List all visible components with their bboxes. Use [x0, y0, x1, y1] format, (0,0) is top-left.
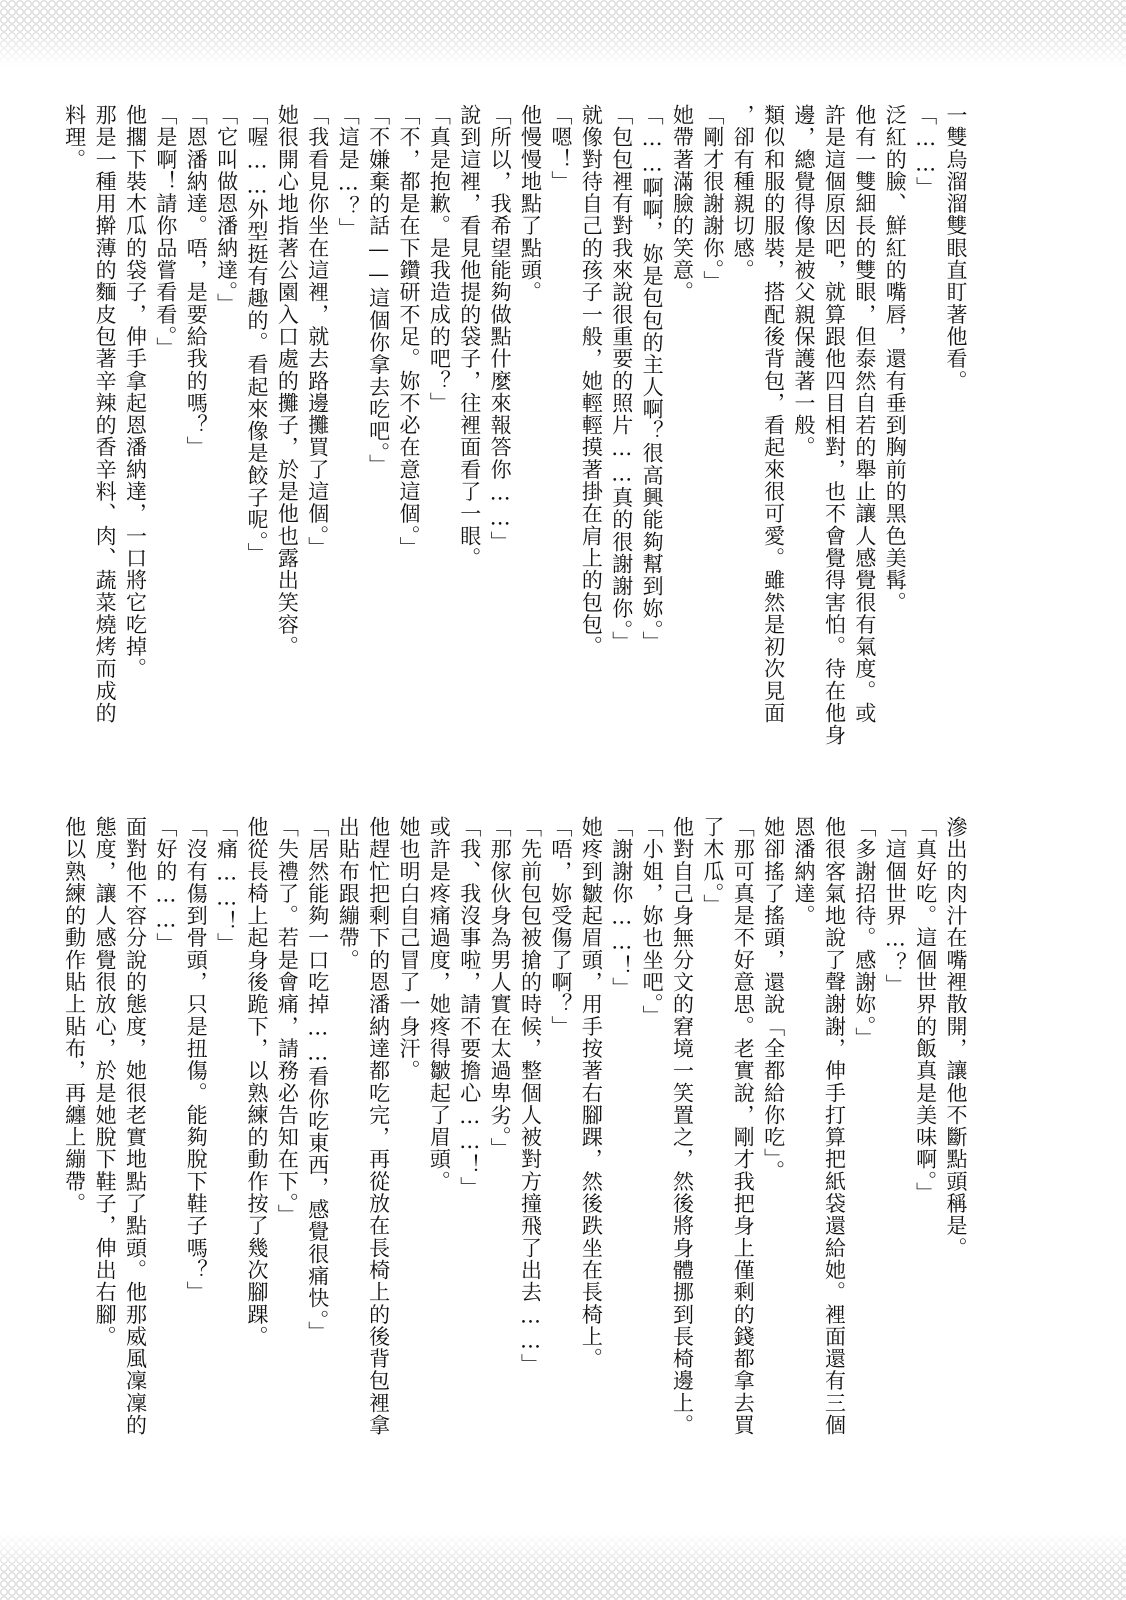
text-column: 「……啊啊，妳是包包的主人啊？很高興能夠幫到妳。」	[640, 104, 665, 654]
text-column: 「失禮了。若是會痛，請務必告知在下。」	[275, 816, 300, 1227]
text-column: 「那可真是不好意思。老實說，剛才我把身上僅剩的錢都拿去買	[731, 816, 756, 1437]
top-pattern-border	[0, 0, 1126, 68]
text-column: 「沒有傷到骨頭，只是扭傷。能夠脫下鞋子嗎？」	[184, 816, 209, 1304]
text-column: 滲出的肉汁在嘴裡散開，讓他不斷點頭稱是。	[944, 816, 968, 1259]
text-column: 他趕忙把剩下的恩潘納達都吃完，再從放在長椅上的後背包裡拿	[366, 816, 391, 1437]
text-column: 她疼到皺起眉頭，用手按著右腳踝，然後跌坐在長椅上。	[579, 816, 604, 1370]
text-column: 「小姐，妳也坐吧。」	[640, 816, 665, 1027]
text-column: 「謝謝你……！」	[609, 816, 634, 1000]
text-column: 「嗯！」	[548, 104, 573, 193]
text-column: 他有一雙細長的雙眼，但泰然自若的舉止讓人感覺很有氣度。或	[852, 104, 877, 725]
text-column: 許是這個原因吧，就算跟他四目相對，也不會覺得害怕。待在他身	[822, 104, 847, 747]
text-column: 「喔……外型挺有趣的。看起來像是餃子呢。」	[245, 104, 270, 565]
text-column: 「剛才很謝謝你。」	[700, 104, 725, 293]
text-column: 「那傢伙身為男人實在太過卑劣。」	[488, 816, 513, 1160]
text-column: 或許是疼痛過度，她疼得皺起了眉頭。	[427, 816, 452, 1193]
text-column: 說到這裡，看見他提的袋子，往裡面看了一眼。	[457, 104, 482, 570]
text-column: 「這個世界…？」	[883, 816, 908, 997]
lower-text-block	[62, 816, 968, 1496]
bottom-pattern-border	[0, 1532, 1126, 1600]
text-column: 「我、我沒事啦，請不要擔心……！」	[457, 816, 482, 1199]
text-column: 出貼布跟繃帶。	[336, 816, 361, 972]
text-column: 他從長椅上起身後跪下，以熟練的動作按了幾次腳踝。	[245, 816, 270, 1348]
text-column: 「不嫌棄的話——這個你拿去吃吧。」	[366, 104, 391, 477]
text-column: 就像對待自己的孩子一般，她輕輕摸著掛在肩上的包包。	[579, 104, 604, 658]
text-column: 她帶著滿臉的笑意。	[670, 104, 695, 304]
text-column: 她很開心地指著公園入口處的攤子，於是他也露出笑容。	[275, 104, 300, 658]
text-column: 他擱下裝木瓜的袋子，伸手拿起恩潘納達，一口將它吃掉。	[123, 104, 148, 680]
text-column: 「真是抱歉。是我造成的吧？」	[427, 104, 452, 415]
text-column: 「真好吃。這個世界的飯真是美味啊。」	[913, 816, 938, 1205]
text-column: 「……」	[913, 104, 938, 199]
text-column: 面對他不容分說的態度，她很老實地點了點頭。他那威風凜凜的	[123, 816, 148, 1437]
text-column: 他很客氣地說了聲謝謝，伸手打算把紙袋還給她。裡面還有三個	[822, 816, 847, 1437]
text-column: 泛紅的臉、鮮紅的嘴唇，還有垂到胸前的黑色美髯。	[883, 104, 908, 614]
text-column: 他慢慢地點了點頭。	[518, 104, 543, 304]
text-column: 「它叫做恩潘納達。」	[214, 104, 239, 315]
text-column: 了木瓜。」	[700, 816, 725, 917]
text-column: 料理。	[62, 104, 87, 171]
text-column: 邊，總覺得像是被父親保護著一般。	[792, 104, 817, 459]
text-column: 「所以，我希望能夠做點什麼來報答你……」	[488, 104, 513, 553]
text-column: 「多謝招待。感謝妳。」	[852, 816, 877, 1050]
text-column: 那是一種用擀薄的麵皮包著辛辣的香辛料、肉、蔬菜燒烤而成的	[93, 104, 118, 725]
text-column: ，卻有種親切感。	[731, 104, 756, 282]
text-column: 她卻搖了搖頭，還說「全都給你吃」。	[761, 816, 786, 1183]
text-column: 恩潘納達。	[792, 816, 817, 927]
text-column: 「我看見你坐在這裡，就去路邊攤買了這個。」	[305, 104, 330, 559]
text-column: 態度，讓人感覺很放心，於是她脫下鞋子，伸出右腳。	[93, 816, 118, 1348]
text-column: 他以熟練的動作貼上貼布，再纏上繃帶。	[62, 816, 87, 1215]
text-column: 「好的……」	[153, 816, 178, 955]
text-column: 「先前包包被搶的時候，整個人被對方撞飛了出去……」	[518, 816, 543, 1376]
upper-text-block	[62, 104, 968, 784]
text-column: 一雙烏溜溜雙眼直盯著他看。	[944, 104, 968, 392]
text-column: 「包包裡有對我來說很重要的照片……真的很謝謝你。」	[609, 104, 634, 654]
text-column: 「唔，妳受傷了啊？」	[548, 816, 573, 1038]
text-column: 「居然能夠一口吃掉……看你吃東西，感覺很痛快。」	[305, 816, 330, 1344]
text-column: 「痛……！」	[214, 816, 239, 955]
text-column: 「是啊！請你品嘗看看。」	[153, 104, 178, 360]
text-column: 「不，都是在下鑽研不足。妳不必在意這個。」	[396, 104, 421, 559]
text-column: 她也明白自己冒了一身汗。	[396, 816, 421, 1082]
text-column: 類似和服的服裝，搭配後背包，看起來很可愛。雖然是初次見面	[761, 104, 786, 725]
text-column: 「這是…？」	[336, 104, 361, 240]
text-column: 他對自己身無分文的窘境一笑置之，然後將身體挪到長椅邊上。	[670, 816, 695, 1437]
text-column: 「恩潘納達。唔，是要給我的嗎？」	[184, 104, 209, 459]
